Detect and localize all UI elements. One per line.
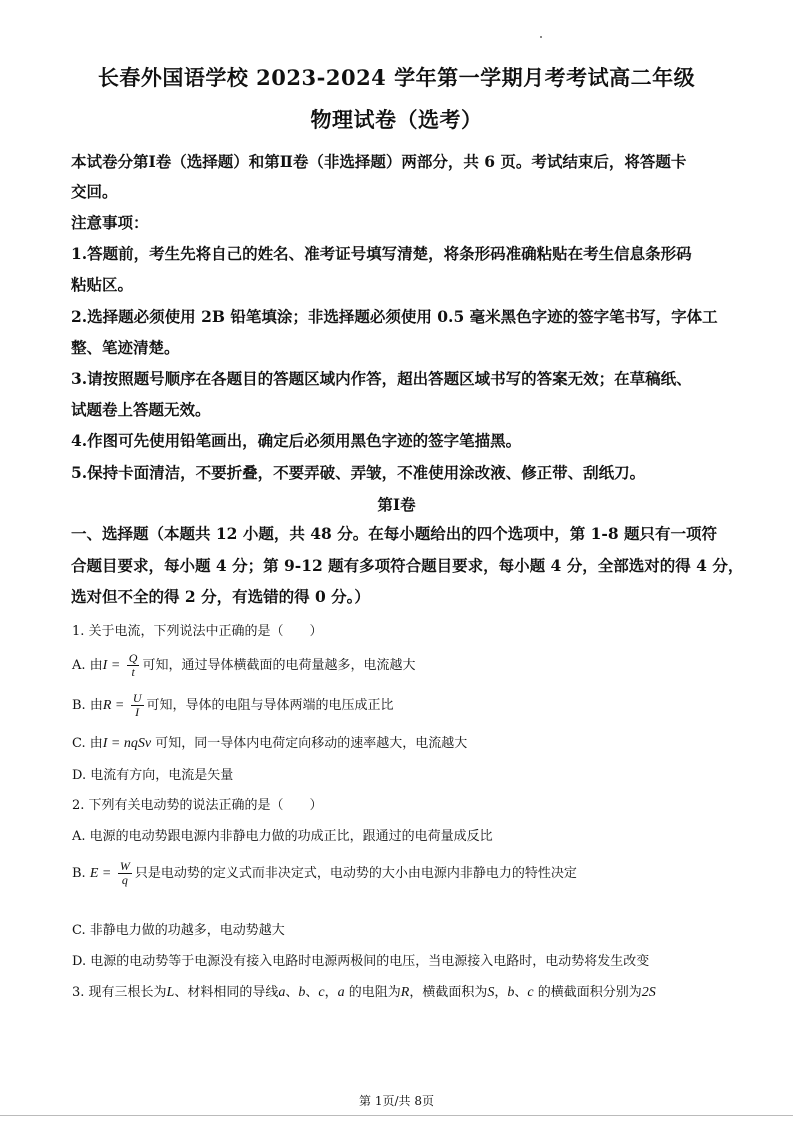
volume-heading: 第Ⅰ卷: [377, 495, 416, 514]
question-3-stem: 3. 现有三根长为L、材料相同的导线a、b、c，a 的电阻为R，横截面积为S，b、c 的横截面积分别为2S: [72, 985, 656, 1000]
note-5: 5.保持卡面清洁，不要折叠，不要弄破、弄皱，不准使用涂改液、修正带、刮纸刀。: [71, 463, 646, 482]
question-1-option-a: A. 由I = $\frac{Q}{t}$ 可知，通过导体横截面的电荷量越多，电流越大: [72, 651, 416, 679]
section-instructions-line-3: 选对但不全的得 2 分，有选错的得 0 分。）: [71, 587, 370, 606]
exam-subtitle: 物理试卷（选考）: [310, 107, 483, 132]
option-a-prefix: A. 由: [72, 658, 103, 673]
formula-lhs: R: [102, 698, 112, 713]
fraction-w-over-q: $\frac{W}{q}$: [119, 859, 130, 887]
question-1-stem: 1. 关于电流，下列说法中正确的是（ ）: [72, 624, 323, 639]
page-number: 第 1页/共 8页: [359, 1094, 434, 1108]
note-3-line-1: 3.请按照题号顺序在各题目的答题区域内作答，超出答题区域书写的答案无效；在草稿纸、: [71, 369, 692, 388]
question-2-option-c: C. 非静电力做的功越多，电动势越大: [72, 923, 285, 938]
formula-lhs: I: [102, 658, 108, 673]
formula-lhs: E: [89, 866, 99, 881]
note-4: 4.作图可先使用铅笔画出，确定后必须用黑色字迹的签字笔描黑。: [71, 431, 522, 450]
intro-line-2: 交回。: [71, 182, 118, 201]
intro-line-1: 本试卷分第Ⅰ卷（选择题）和第Ⅱ卷（非选择题）两部分，共 6 页。考试结束后，将答题卡: [71, 152, 687, 171]
note-1-line-2: 粘贴区。: [71, 275, 134, 294]
option-c-prefix: C. 由: [72, 736, 103, 751]
note-3-line-2: 试题卷上答题无效。: [71, 400, 211, 419]
fraction-q-over-t: $\frac{Q}{t}$: [128, 651, 138, 679]
option-b-text: 只是电动势的定义式而非决定式，电动势的大小由电源内非静电力的特性决定: [134, 866, 577, 881]
note-2-line-1: 2.选择题必须使用 2B 铅笔填涂；非选择题必须使用 0.5 毫米黑色字迹的签字笔书写，字体工: [71, 307, 718, 326]
exam-title: 长春外国语学校 2023-2024 学年第一学期月考考试高二年级: [97, 65, 696, 90]
question-2-option-a: A. 电源的电动势跟电源内非静电力做的功成正比，跟通过的电荷量成反比: [72, 829, 493, 844]
question-2-option-d: D. 电源的电动势等于电源没有接入电路时电源两极间的电压，当电源接入电路时，电动势将发生改变: [72, 954, 650, 969]
option-c-text: 可知，同一导体内电荷定向移动的速率越大，电流越大: [155, 736, 468, 751]
notes-heading: 注意事项：: [71, 213, 149, 232]
scan-dot: [540, 36, 542, 38]
option-b-prefix: B.: [72, 866, 86, 881]
section-instructions-line-1: 一、选择题（本题共 12 小题，共 48 分。在每小题给出的四个选项中，第 1-8 题只有一项符: [71, 524, 718, 543]
question-1-option-b: B. 由R = $\frac{U}{I}$ 可知，导体的电阻与导体两端的电压成正比: [72, 691, 394, 719]
note-1-line-1: 1.答题前，考生先将自己的姓名、准考证号填写清楚，将条形码准确粘贴在考生信息条形码: [71, 244, 692, 263]
option-a-text: 可知，通过导体横截面的电荷量越多，电流越大: [142, 658, 416, 673]
fraction-u-over-i: $\frac{U}{I}$: [132, 691, 142, 719]
question-1-option-c: [72, 732, 467, 752]
bottom-divider: [0, 1115, 793, 1116]
option-b-prefix: B. 由: [72, 698, 103, 713]
formula-current: I = nqSv: [102, 736, 152, 751]
question-1-option-d: D. 电流有方向，电流是矢量: [72, 768, 234, 783]
question-2-option-b: B. E = $\frac{W}{q}$ 只是电动势的定义式而非决定式，电动势的大小由电源内非静电力的特性决定: [72, 859, 577, 887]
option-b-text: 可知，导体的电阻与导体两端的电压成正比: [146, 698, 394, 713]
section-instructions-line-2: 合题目要求，每小题 4 分；第 9-12 题有多项符合题目要求，每小题 4 分，全部选对的得 4 分，: [71, 556, 744, 575]
question-2-stem: 2. 下列有关电动势的说法正确的是（ ）: [72, 798, 323, 813]
note-2-line-2: 整、笔迹清楚。: [71, 338, 180, 357]
